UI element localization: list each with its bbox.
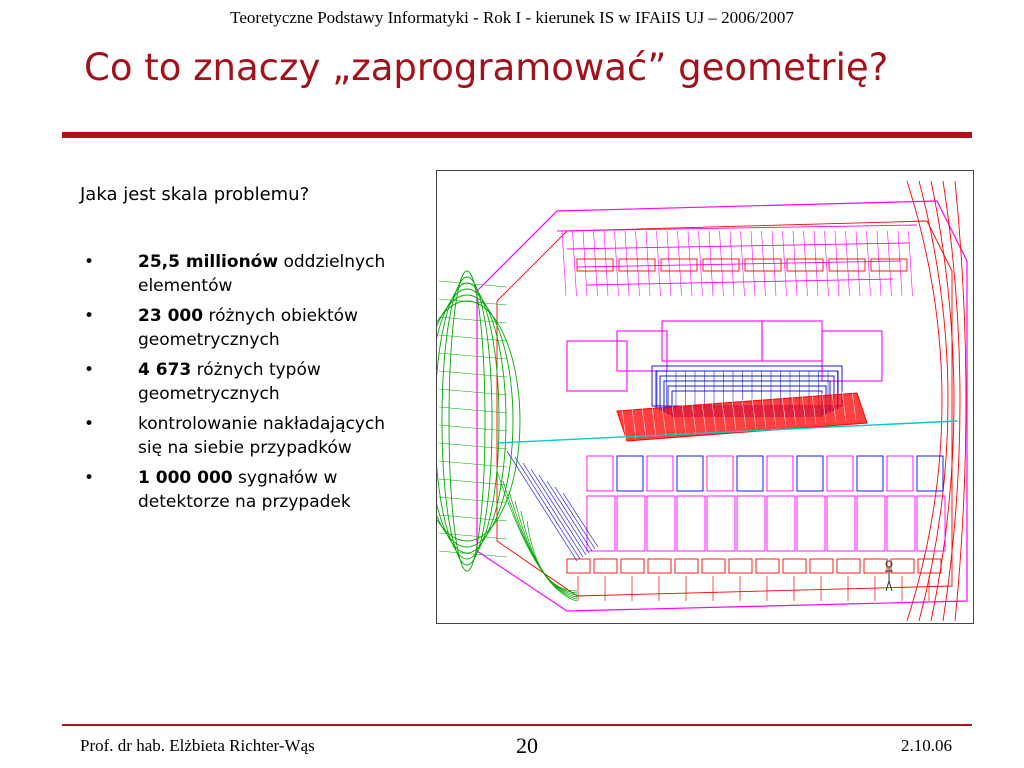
right-endcap-arc xyxy=(931,181,954,621)
muon-chamber xyxy=(619,259,655,271)
outer-calorimeter-cell xyxy=(887,496,915,551)
calorimeter-cell xyxy=(636,231,640,296)
inner-detector-block xyxy=(662,321,762,361)
bottom-muon-chamber xyxy=(810,559,833,573)
bullet-item xyxy=(80,412,400,460)
outer-calorimeter-cell xyxy=(827,496,855,551)
calorimeter-cell xyxy=(562,231,566,296)
bullet-bold: 4 673 xyxy=(138,360,192,380)
slide-subtitle: Jaka jest skala problemu? xyxy=(80,184,310,205)
bullet-dot: • xyxy=(84,306,95,326)
calorimeter-cell xyxy=(604,231,608,296)
calorimeter-cell xyxy=(657,231,661,296)
bullet-text: oddzielnych elementów xyxy=(138,252,386,296)
calorimeter-cell xyxy=(814,231,818,296)
detector-geometry-figure xyxy=(436,170,974,624)
lower-calorimeter-cell xyxy=(647,456,673,491)
calorimeter-cell xyxy=(793,231,797,296)
outer-calorimeter-cell xyxy=(677,496,705,551)
calorimeter-cell xyxy=(856,231,860,296)
endcap-blue-line xyxy=(563,493,598,547)
calorimeter-cell xyxy=(730,231,734,296)
right-endcap-arc xyxy=(919,181,948,621)
calorimeter-cell xyxy=(867,231,871,296)
bullet-bold: 23 000 xyxy=(138,306,204,326)
bullet-text: sygnałów w detektorze na przypadek xyxy=(138,468,351,512)
calorimeter-cell xyxy=(594,231,598,296)
lower-calorimeter-cell xyxy=(857,456,883,491)
bullet-dot: • xyxy=(84,252,95,272)
bullet-text: kontrolowanie nakładających się na siebie przypadków xyxy=(138,414,386,458)
muon-chamber xyxy=(787,259,823,271)
endcap-lower-arc xyxy=(509,491,577,597)
footer-author: Prof. dr hab. Elżbieta Richter-Wąs xyxy=(80,736,315,755)
bottom-muon-chamber xyxy=(756,559,779,573)
calorimeter-cell xyxy=(615,231,619,296)
bullet-text: różnych typów geometrycznych xyxy=(138,360,321,404)
footer-date: 2.10.06 xyxy=(901,736,952,755)
calorimeter-band xyxy=(567,243,909,249)
bottom-muon-chamber xyxy=(594,559,617,573)
inner-detector-block xyxy=(567,341,627,391)
calorimeter-cell xyxy=(625,231,629,296)
calorimeter-cell xyxy=(835,231,839,296)
outer-calorimeter-cell xyxy=(797,496,825,551)
calorimeter-cell xyxy=(709,231,713,296)
lower-calorimeter-cell xyxy=(707,456,733,491)
bottom-muon-chamber xyxy=(675,559,698,573)
endcap-spoke xyxy=(439,281,507,287)
muon-chamber xyxy=(577,259,613,271)
outer-calorimeter-cell xyxy=(767,496,795,551)
inner-detector-block xyxy=(822,331,882,381)
right-endcap-arc xyxy=(943,181,960,621)
bullet-dot: • xyxy=(84,414,95,434)
lower-calorimeter-cell xyxy=(737,456,763,491)
right-endcap-arc xyxy=(955,181,966,621)
calorimeter-cell xyxy=(898,231,902,296)
lower-calorimeter-cell xyxy=(887,456,913,491)
endcap-lower-arc xyxy=(503,481,577,599)
bullet-item xyxy=(80,250,400,298)
footer-divider xyxy=(62,724,972,726)
outer-calorimeter-cell xyxy=(647,496,675,551)
bullet-dot: • xyxy=(84,468,95,488)
bullet-item xyxy=(80,304,400,352)
course-header: Teoretyczne Podstawy Informatyki - Rok I - kierunek IS w IFAiIS UJ – 2006/2007 xyxy=(230,8,794,27)
bottom-muon-chamber xyxy=(864,559,887,573)
bullet-list xyxy=(80,250,400,520)
calorimeter-cell xyxy=(846,231,850,296)
bullet-dot: • xyxy=(84,360,95,380)
calorimeter-band xyxy=(587,279,893,285)
endcap-ring xyxy=(442,277,492,565)
calorimeter-cell xyxy=(678,231,682,296)
calorimeter-cell xyxy=(877,231,881,296)
outer-calorimeter-cell xyxy=(707,496,735,551)
bullet-item xyxy=(80,466,400,514)
calorimeter-cell xyxy=(667,231,671,296)
bullet-bold: 1 000 000 xyxy=(138,468,233,488)
bottom-muon-chamber xyxy=(729,559,752,573)
bottom-muon-chamber xyxy=(891,559,914,573)
endcap-blue-line xyxy=(547,481,592,551)
bullet-bold: 25,5 millionów xyxy=(138,252,279,272)
lower-calorimeter-cell xyxy=(587,456,613,491)
title-divider xyxy=(62,132,972,138)
bottom-muon-chamber xyxy=(621,559,644,573)
calorimeter-cell xyxy=(699,231,703,296)
endcap-blue-line xyxy=(539,475,589,553)
bottom-muon-chamber xyxy=(648,559,671,573)
lower-calorimeter-cell xyxy=(797,456,823,491)
calorimeter-cell xyxy=(646,231,650,296)
endcap-ring xyxy=(449,271,485,571)
bottom-muon-chamber xyxy=(783,559,806,573)
calorimeter-cell xyxy=(909,231,913,296)
endcap-lower-arc xyxy=(515,501,577,595)
calorimeter-cell xyxy=(688,231,692,296)
inner-detector-block xyxy=(762,321,822,361)
muon-chamber xyxy=(829,259,865,271)
endcap-ring xyxy=(437,295,513,547)
calorimeter-cell xyxy=(720,231,724,296)
outer-calorimeter-cell xyxy=(617,496,645,551)
right-endcap-arc xyxy=(907,181,942,621)
endcap-blue-line xyxy=(507,451,577,561)
bullet-text: różnych obiektów geometrycznych xyxy=(138,306,358,350)
slide-title: Co to znaczy „zaprogramować” geometrię? xyxy=(84,46,889,89)
detector-cutaway-drawing xyxy=(437,171,973,623)
page-number: 20 xyxy=(516,733,538,758)
endcap-blue-line xyxy=(515,457,580,559)
calorimeter-cell xyxy=(573,231,577,296)
muon-chamber xyxy=(745,259,781,271)
outer-calorimeter-cell xyxy=(737,496,765,551)
lower-calorimeter-cell xyxy=(677,456,703,491)
bottom-muon-chamber xyxy=(837,559,860,573)
bottom-muon-chamber xyxy=(567,559,590,573)
calorimeter-cell xyxy=(888,231,892,296)
calorimeter-cell xyxy=(804,231,808,296)
lower-calorimeter-cell xyxy=(767,456,793,491)
bullet-item xyxy=(80,358,400,406)
calorimeter-cell xyxy=(825,231,829,296)
lower-calorimeter-cell xyxy=(827,456,853,491)
bottom-muon-chamber xyxy=(702,559,725,573)
inner-detector-block xyxy=(617,331,667,371)
outer-calorimeter-cell xyxy=(857,496,885,551)
endcap-ring xyxy=(437,289,506,553)
calorimeter-cell xyxy=(583,231,587,296)
endcap-blue-line xyxy=(531,469,586,555)
lower-calorimeter-cell xyxy=(617,456,643,491)
